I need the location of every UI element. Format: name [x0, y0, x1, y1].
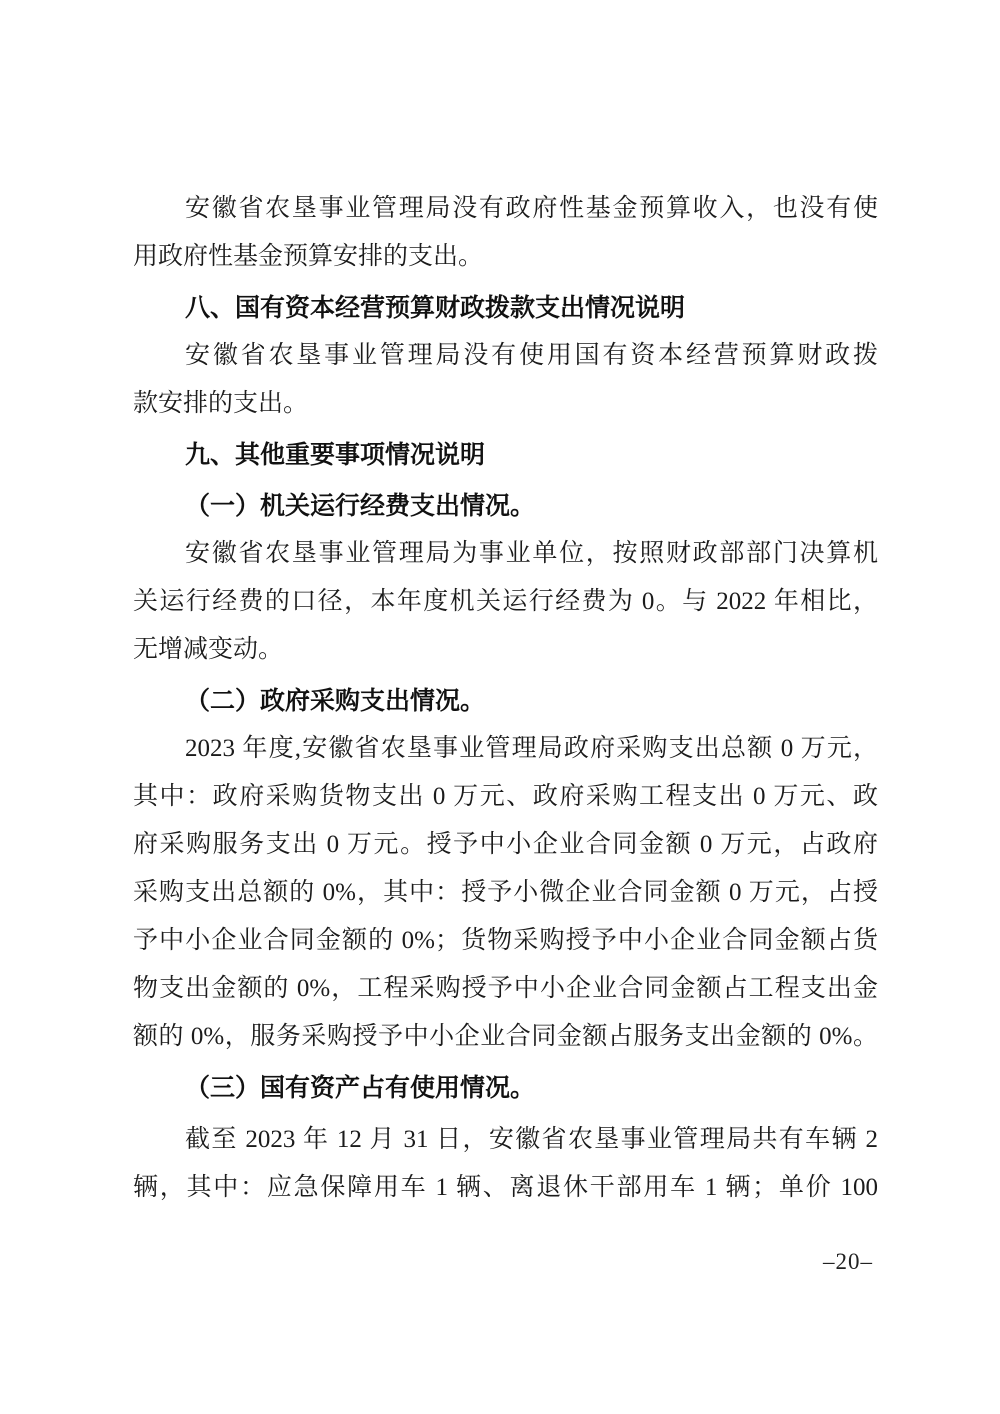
paragraph [133, 530, 878, 674]
paragraph [133, 185, 878, 281]
text-line: 安徽省农垦事业管理局没有政府性基金预算收入，也没有使 [185, 195, 878, 222]
text-line: 截至 2023 年 12 月 31 日，安徽省农垦事业管理局共有车辆 2 [185, 1126, 878, 1153]
text-line: 物支出金额的 0%，工程采购授予中小企业合同金额占工程支出金 [133, 975, 878, 1002]
section-heading: （一）机关运行经费支出情况。 [185, 492, 536, 520]
text-line: 额的 0%，服务采购授予中小企业合同金额占服务支出金额的 0%。 [133, 1023, 878, 1050]
document-body [133, 185, 878, 1212]
section-heading: 八、国有资本经营预算财政拨款支出情况说明 [185, 294, 686, 322]
text-line: 无增减变动。 [133, 636, 284, 663]
text-line: 予中小企业合同金额的 0%；货物采购授予中小企业合同金额占货 [133, 927, 878, 954]
text-line: 其中：政府采购货物支出 0 万元、政府采购工程支出 0 万元、政 [133, 783, 878, 810]
section-heading: （三）国有资产占有使用情况。 [185, 1074, 536, 1102]
text-line: 辆，其中：应急保障用车 1 辆、离退休干部用车 1 辆；单价 100 [133, 1174, 878, 1201]
text-line: 安徽省农垦事业管理局为事业单位，按照财政部部门决算机 [185, 540, 878, 567]
paragraph [133, 332, 878, 428]
text-line: 关运行经费的口径，本年度机关运行经费为 0。与 2022 年相比， [133, 588, 878, 615]
section-heading: （二）政府采购支出情况。 [185, 687, 486, 715]
page-number: –20– [823, 1249, 873, 1274]
text-line: 用政府性基金预算安排的支出。 [133, 243, 484, 270]
paragraph [133, 725, 878, 1061]
paragraph [133, 1116, 878, 1212]
text-line: 采购支出总额的 0%，其中：授予小微企业合同金额 0 万元，占授 [133, 879, 878, 906]
text-line: 2023 年度,安徽省农垦事业管理局政府采购支出总额 0 万元， [185, 735, 878, 762]
text-line: 安徽省农垦事业管理局没有使用国有资本经营预算财政拨 [185, 342, 878, 369]
text-line: 府采购服务支出 0 万元。授予中小企业合同金额 0 万元，占政府 [133, 831, 878, 858]
text-line: 款安排的支出。 [133, 390, 309, 417]
section-heading: 九、其他重要事项情况说明 [185, 441, 486, 469]
